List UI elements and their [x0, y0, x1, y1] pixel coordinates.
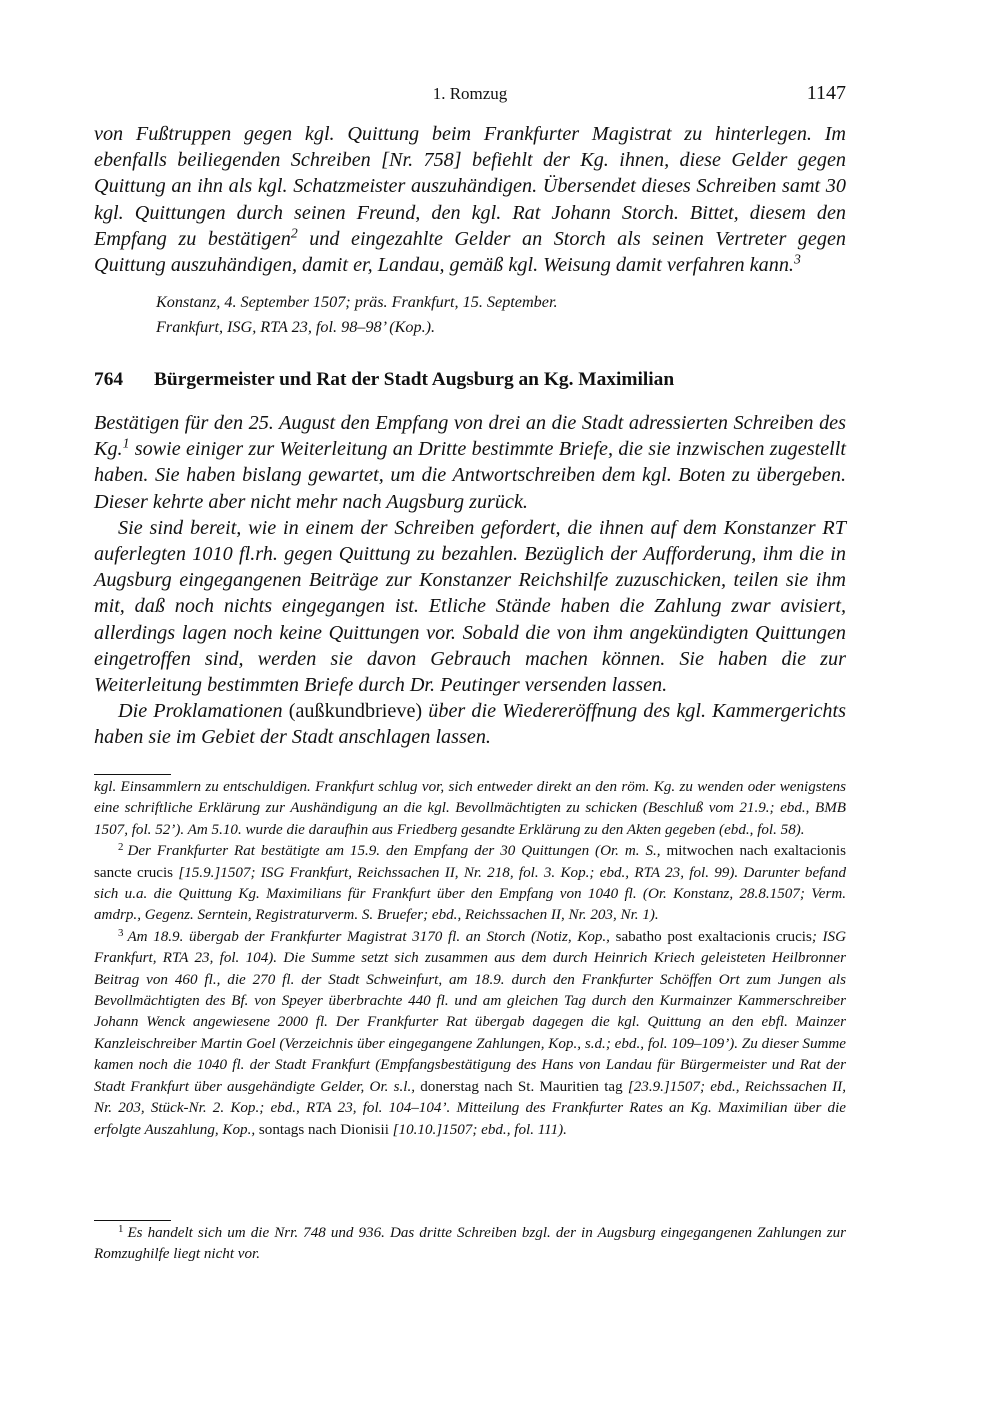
footnote-rule: [94, 1220, 171, 1221]
document-764-regest: [94, 410, 846, 751]
footnote-rule: [94, 774, 171, 775]
footnote-mark-2: 2: [118, 841, 124, 854]
paragraph-text: Die Proklamationen: [118, 700, 283, 723]
previous-regest: [94, 121, 846, 278]
footnote-text: [23.9.]1507; ebd., Reichssachen II, Nr. 203, Stück-Nr. 2. Kop.; ebd., RTA 23, fol. 104–104’. Mitteilung des Frankfurter Rates an Kg. Maximilian über die erfolgte Auszahlung, Kop.,: [94, 1078, 846, 1138]
footnotes-document-764: [94, 1223, 846, 1266]
footnote-date-text: sontags nach Dionisii: [255, 1121, 393, 1138]
footnote-ref-1: 1: [122, 435, 130, 451]
source-note: [156, 290, 846, 339]
footnote-date-text: mitwochen nach exaltacionis sancte crucis: [94, 843, 846, 881]
footnote-3: [94, 927, 846, 1141]
footnote-ref-3: 3: [793, 251, 801, 267]
footnote-ref-2: 2: [290, 225, 298, 241]
footnote-text: [15.9.]1507; ISG Frankfurt, Reichssachen II, Nr. 218, fol. 3. Kop.; ebd., RTA 23, fol. 99). Darunter befand sich u.a. die Quittung Kg. Maximilians für Frankfurt über den Empfang von 1040 fl. (Or. Konstanz, 28.8.1507; Verm. amdrp., Gegenz. Serntein, Registraturverm. S. Bruefer; ebd., Reichssachen II, Nr. 203, Nr. 1).: [94, 864, 846, 924]
footnote-text: [10.10.]1507; ebd., fol. 111).: [392, 1121, 567, 1138]
footnote-mark-1: 1: [118, 1223, 124, 1236]
footnote-text: Am 18.9. übergab der Frankfurter Magistrat 3170 fl. an Storch (Notiz, Kop.,: [127, 928, 610, 945]
regest-paragraph-1: [94, 410, 846, 515]
regest-paragraph-3: [94, 698, 846, 750]
quoted-term: (außkundbrieve): [282, 700, 429, 723]
footnote-text: Der Frankfurter Rat bestätigte am 15.9. den Empfang der 30 Quittungen (Or. m. S.,: [127, 843, 661, 860]
running-title: 1. Romzug: [432, 84, 508, 103]
source-archive-line: Frankfurt, ISG, RTA 23, fol. 98–98’ (Kop.).: [156, 317, 436, 336]
paragraph-text: über die Wiedereröffnung des kgl. Kammergerichts haben sie im Gebiet der Stadt anschlagen lassen.: [94, 700, 846, 749]
document-heading: [94, 369, 846, 391]
footnotes-previous-document: [94, 777, 846, 1141]
regest-paragraph-2: Sie sind bereit, wie in einem der Schreiben gefordert, die ihnen auf dem Konstanzer RT auferlegten 1010 fl.rh. gegen Quittung zu bezahlen. Bezüglich der Aufforderung, ihm die in Augsburg eingegangenen Beiträge zur Konstanzer Reichshilfe zuzuschicken, teilen sie ihm mit, daß noch nichts eingegangen ist. Etliche Stände haben die Zahlung zwar avisiert, allerdings lagen noch keine Quittungen vor. Sobald die von ihm angekündigten Quittungen eingetroffen sind, werden sie davon Gebrauch machen können. Sie haben die zur Weiterleitung bestimmten Briefe durch Dr. Peutinger versenden lassen.: [94, 516, 846, 697]
source-date-line: Konstanz, 4. September 1507; präs. Frankfurt, 15. September.: [156, 293, 558, 311]
regest-text-part: von Fußtruppen gegen kgl. Quittung beim Frankfurter Magistrat zu hinterlegen. Im ebenfalls beiliegenden Schreiben [Nr. 758] befiehlt der Kg. ihnen, diese Gelder gegen Quittung an ihn als kgl. Schatzmeister auszuhändigen. Übersendet dieses Schreiben samt 30 kgl. Quittungen durch seinen Freund, den kgl. Rat Johann Storch. Bittet, diesem den Empfang zu bestätigen: [94, 123, 846, 250]
footnote-continuation: kgl. Einsammlern zu entschuldigen. Frankfurt schlug vor, sich entweder direkt an den röm. Kg. zu wenden oder wenigstens eine schriftliche Erklärung zur Aushändigung an die kgl. Bevollmächtigten zu schicken (Beschluß vom 21.9.; ebd., BMB 1507, fol. 52’). Am 5.10. wurde die daraufhin aus Friedberg gesandte Erklärung zu den Akten gegeben (ebd., fol. 58).: [94, 779, 846, 838]
document-title: Bürgermeister und Rat der Stadt Augsburg an Kg. Maximilian: [154, 369, 675, 390]
page-header: [94, 82, 846, 106]
document-number: 764: [94, 369, 124, 390]
footnote-date-text: sabatho post exaltacionis crucis: [609, 928, 812, 945]
regest-text-part: und eingezahlte Gelder an Storch als seinen Vertreter gegen Quittung auszuhändigen, damit er, Landau, gemäß kgl. Weisung damit verfahren kann.: [94, 227, 847, 277]
footnote-2: [94, 841, 846, 927]
footnote-text: Es handelt sich um die Nrr. 748 und 936. Das dritte Schreiben bzgl. der in Augsburg eingegangenen Zahlungen zur Romzughilfe liegt nicht vor.: [94, 1225, 846, 1263]
footnote-1: [94, 1223, 846, 1266]
previous-regest-text: [94, 121, 846, 278]
footnote-date-text: donerstag nach St. Mauritien tag: [415, 1078, 628, 1095]
paragraph-text: sowie einiger zur Weiterleitung an Dritte bestimmte Briefe, die sie inzwischen zugestellt haben. Sie haben bislang gewartet, um die Antwortschreiben dem kgl. Boten zu übergeben. Dieser kehrte aber nicht mehr nach Augsburg zurück.: [94, 438, 846, 513]
page-number: 1147: [806, 82, 846, 104]
footnote-text: ; ISG Frankfurt, RTA 23, fol. 104). Die Summe setzt sich zusammen aus dem durch Heinrich Kriech geleisteten Heilbronner Beitrag von 460 fl., die 270 fl. der Stadt Schweinfurt, am 18.9. durch den Frankfurter Schöffen Ort zum Jungen als Bevollmächtigten des Bf. von Speyer überbrachte 440 fl. und am gleichen Tag durch den Kurmainzer Kammerschreiber Johann Wenck angewiesene 2000 fl. Der Frankfurter Rat übergab dagegen die kgl. Quittung an den ebfl. Mainzer Kanzleischreiber Martin Goel (Verzeichnis über eingegangene Zahlungen, Kop., s.d.; ebd., fol. 109–109’). Zu dieser Summe kamen noch die 1040 fl. der Stadt Frankfurt (Empfangsbestätigung des Hans von Landau für Bürgermeister und Rat der Stadt Frankfurt über ausgehändigte Gelder, Or. s.l.,: [94, 928, 846, 1095]
footnote-mark-3: 3: [118, 926, 124, 939]
paragraph-text: Bestätigen für den 25. August den Empfang von drei an die Stadt adressierten Schreiben des Kg.: [94, 412, 846, 461]
